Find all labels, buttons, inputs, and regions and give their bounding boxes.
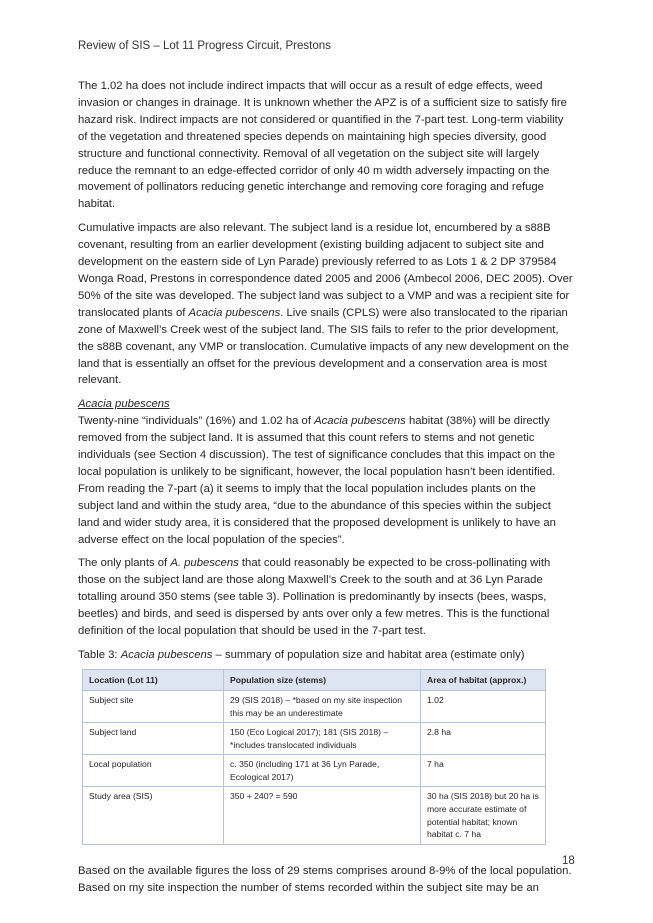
paragraph-loss-estimate: Based on the available figures the loss of 29 stems comprises around 8-9% of the local population. Based on my site inspection the number of stems recorded within the subject site may be an [78,864,572,894]
table-row [83,787,546,844]
table-header-row [83,669,546,690]
paragraph-local-population [78,555,574,640]
section-heading: Acacia pubescens [78,398,170,411]
page-number: 18 [562,855,575,867]
text-run: The only plants of [78,557,171,570]
column-header-population: Population size (stems) [224,669,421,690]
table-row [83,690,546,722]
table-cell: Subject site [83,690,224,722]
table-cell: c. 350 (including 171 at 36 Lyn Parade, Ecological 2017) [224,755,421,787]
running-header: Review of SIS – Lot 11 Progress Circuit, Prestons [78,40,331,52]
table-row [83,755,546,787]
population-table [82,669,546,845]
text-run: . Live snails (CPLS) were also translocated to the riparian zone of Maxwell’s Creek west of the subject land. The SIS fails to refer to the prior development, the s88B covenant, any VMP or translocation. Cumulative impacts of any new development on the land that is essentially an offset for the previous development and a conservation area is most relevant. [78,306,569,387]
table-cell: 2.8 ha [421,723,546,755]
text-run: habitat (38%) will be directly removed from the subject land. It is assumed that this count refers to stems and not genetic individuals (see Section 4 discussion). The test of significance concludes that this impact on the local population is unlikely to be significant, however, the local population hasn’t been identified. From reading the 7-part (a) it seems to imply that the local population includes plants on the subject land and within the study area, “due to the abundance of this species within the subject land and wider study area, it is considered that the proposed development is unlikely to have an adverse effect on the local population of the species”. [78,415,556,546]
table-row [83,723,546,755]
caption-suffix: – summary of population size and habitat area (estimate only) [212,649,525,661]
paragraph-individuals-removed [78,413,574,548]
text-run: that could reasonably be expected to be cross-pollinating with those on the subject land are those along Maxwell’s Creek to the south and at 36 Lyn Parade totalling around 350 stems (see table 3). Pollination is predominantly by insects (bees, wasps, beetles) and birds, and seed is dispersed by ants over only a few metres. This is the functional definition of the local population that should be used in the 7-part test. [78,557,551,638]
species-name: A. pubescens [170,557,239,570]
text-run: Twenty-nine “individuals” (16%) and 1.02 ha of [78,415,315,428]
table-cell: 1.02 [421,690,546,722]
species-name: Acacia pubescens [314,415,406,428]
table-cell: 150 (Eco Logical 2017); 181 (SIS 2018) – *includes translocated individuals [224,723,421,755]
table-cell: 7 ha [421,755,546,787]
paragraph-cumulative-impacts [78,220,574,389]
table-cell: Local population [83,755,224,787]
caption-species: Acacia pubescens [120,649,213,661]
paragraph-indirect-impacts: The 1.02 ha does not include indirect impacts that will occur as a result of edge effects, weed invasion or changes in drainage. It is unknown whether the APZ is of a sufficient size to satisfy fire hazard risk. Indirect impacts are not considered or quantified in the 7-part test. Long-term viability of the vegetation and threatened species depends on maintaining high species diversity, good structure and functional connectivity. Removal of all vegetation on the subject site will largely reduce the remnant to an edge-effected corridor of only 40 m width adversely impacting on the movement of pollinators reducing genetic interchange and removing core foraging and refuge habitat. [78,80,567,211]
page-body [78,78,574,904]
text-run: Cumulative impacts are also relevant. The subject land is a residue lot, encumbered by a s88B covenant, resulting from an earlier development (existing building adjacent to subject site and development on the eastern side of Lyn Parade) previously referred to as Lots 1 & 2 DP 379584 Wonga Road, Prestons in correspondence dated 2005 and 2006 (Ambecol 2006, DEC 2005). Over 50% of the site was developed. The subject land was subject to a VMP and was a recipient site for translocated plants of [78,222,573,319]
column-header-area: Area of habitat (approx.) [421,669,546,690]
table-cell: Study area (SIS) [83,787,224,844]
table-cell: Subject land [83,723,224,755]
caption-prefix: Table 3: [78,649,121,661]
table-cell: 30 ha (SIS 2018) but 20 ha is more accurate estimate of potential habitat; known habitat c. 7 ha [421,787,546,844]
species-name: Acacia pubescens [188,306,281,319]
table-cell: 350 + 240? = 590 [224,787,421,844]
table-cell: 29 (SIS 2018) – *based on my site inspection this may be an underestimate [224,690,421,722]
table-caption [78,647,574,664]
column-header-location: Location (Lot 11) [83,669,224,690]
